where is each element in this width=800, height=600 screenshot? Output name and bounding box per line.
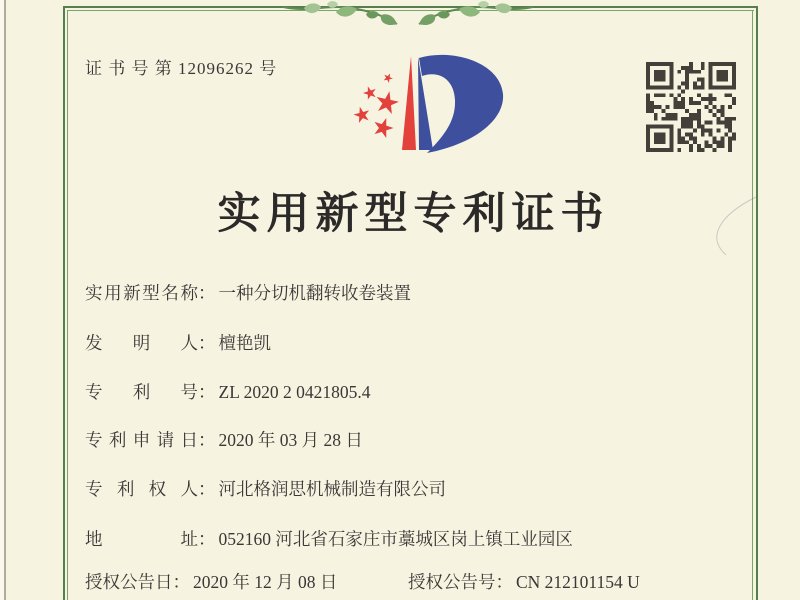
scan-scratch-mark [698,193,768,263]
field-row-patentee [85,477,446,501]
field-label: 实用新型名称 [85,283,198,303]
field-value: 052160 河北省石家庄市藁城区岗上镇工业园区 [218,529,573,549]
frame-right-outer [756,6,758,600]
field-label: 地址 [85,529,198,549]
field-colon: ： [198,382,216,402]
field-label: 发明人 [85,333,198,353]
field-label: 专利权人 [85,479,198,499]
field-row-utility-model-name [85,281,411,305]
footer-row [85,570,640,594]
grant-date-value: 2020 年 12 月 08 日 [193,572,338,592]
field-label: 专利号 [85,382,198,402]
field-row-inventor [85,331,271,355]
grant-number-value: CN 212101154 U [516,572,640,592]
field-colon: ： [198,479,216,499]
field-colon: ： [198,333,216,353]
field-colon: ： [198,529,216,549]
field-value: 河北格润思机械制造有限公司 [218,479,446,499]
frame-left-outer [63,6,65,600]
field-row-patent-number [85,380,370,404]
field-colon: ： [495,572,513,592]
certificate-number: 证 书 号 第 12096262 号 [85,59,278,78]
field-colon: ： [198,283,216,303]
field-value: 2020 年 03 月 28 日 [218,430,363,450]
page-edge-line [4,0,6,600]
grant-number [408,570,640,594]
certificate-title: 实用新型专利证书 [217,191,610,238]
field-row-filing-date [85,428,363,452]
certificate-fields [85,0,745,600]
field-label: 专利申请日 [85,430,198,450]
frame-left-inner [67,10,68,600]
frame-right-inner [752,10,753,600]
field-value: ZL 2020 2 0421805.4 [218,382,371,402]
grant-number-label: 授权公告号 [408,572,496,592]
grant-date-label: 授权公告日 [85,572,173,592]
field-colon: ： [198,430,216,450]
field-row-address [85,527,573,551]
field-value: 檀艳凯 [218,333,271,353]
grant-date [85,572,337,592]
field-value: 一种分切机翻转收卷装置 [218,283,411,303]
field-colon: ： [172,572,190,592]
